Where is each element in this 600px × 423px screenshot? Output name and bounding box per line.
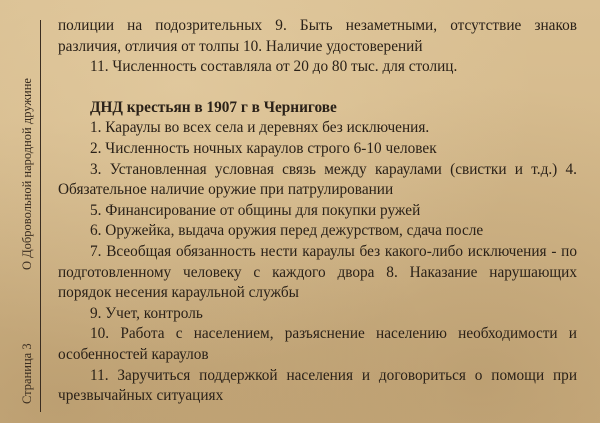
list-item: 5. Финансирование от общины для покупки ружей <box>90 201 421 219</box>
list-item: 3. Установленная условная связь между караулами (свистки и т.д.) 4. Обязательное наличие оружие при патрулировании <box>58 160 577 199</box>
running-header: О Добровольной народной дружине <box>20 78 34 270</box>
list-item: 9. Учет, контроль <box>90 304 203 322</box>
list-item: 10. Работа с населением, разъяснение населению необходимости и особенностей караулов <box>58 325 577 363</box>
list-item: 6. Оружейка, выдача оружия перед дежурством, сдача после <box>90 222 484 240</box>
paragraph-intro: полиции на подозрительных 9. Быть незаметными, отсутствие знаков различия, отличия от толпы 10. Наличие удостоверений <box>58 17 577 55</box>
list-item: 11. Заручиться поддержкой населения и договориться о помощи при чрезвычайных ситуациях <box>58 366 577 405</box>
section-title: ДНД крестьян в 1907 г в Чернигове <box>90 98 337 116</box>
paragraph-intro-item-11: 11. Численность составляла от 20 до 80 тыс. для столиц. <box>90 58 458 76</box>
list-item: 7. Всеобщая обязанность нести караулы без какого-либо исключения - по подготовленному человеку с каждого двора 8. Наказание нарушающих порядок несения караульной службы <box>58 242 577 302</box>
list-item: 2. Численность ночных караулов строго 6-10 человек <box>90 139 437 157</box>
page-sidebar <box>0 0 46 423</box>
sidebar-divider <box>40 20 41 412</box>
document-body <box>58 16 577 407</box>
list-item: 1. Караулы во всех села и деревнях без исключения. <box>90 119 430 137</box>
page-number: Страница 3 <box>20 343 34 404</box>
